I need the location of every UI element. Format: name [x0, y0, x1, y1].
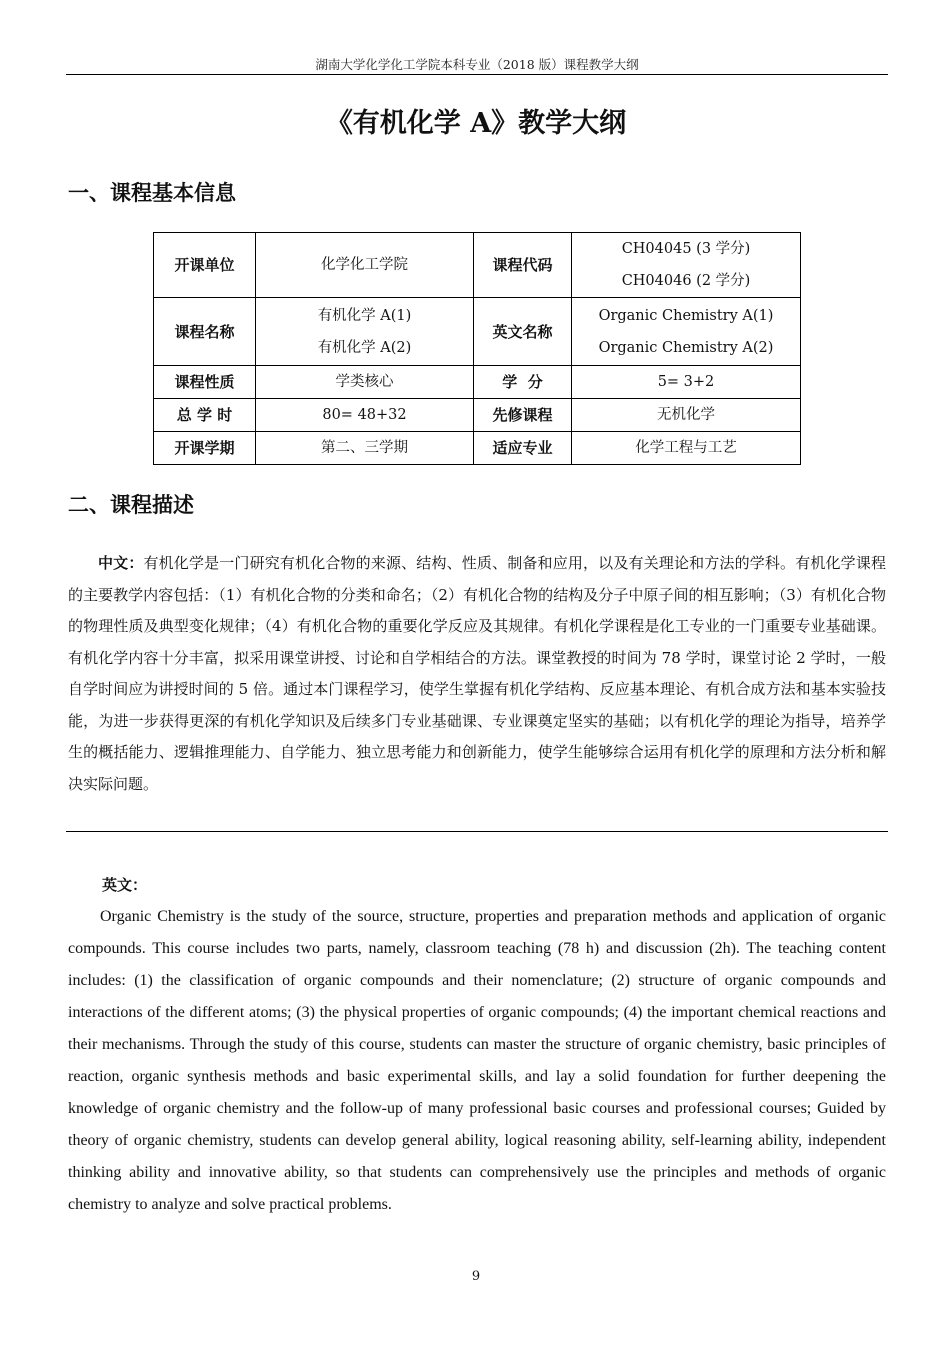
english-name-line: Organic Chemistry A(1) [598, 307, 774, 324]
table-value-cell [572, 298, 801, 366]
table-value-cell: 学类核心 [256, 366, 474, 399]
table-row [154, 432, 801, 465]
table-row [154, 298, 801, 366]
course-code-line: CH04046 (2 学分) [621, 273, 751, 289]
table-row [154, 366, 801, 399]
section-divider [66, 831, 888, 832]
table-value-cell: 5= 3+2 [572, 366, 801, 399]
table-row [154, 399, 801, 432]
english-name-line: Organic Chemistry A(2) [598, 339, 774, 356]
table-value-cell [256, 298, 474, 366]
page-number: 9 [471, 1269, 481, 1284]
course-name-line: 有机化学 A(2) [317, 339, 412, 356]
table-value-cell [572, 233, 801, 298]
table-label-cell: 开课单位 [154, 233, 256, 298]
table-value-cell: 80= 48+32 [256, 399, 474, 432]
running-header: 湖南大学化学化工学院本科专业（2018 版）课程教学大纲 [66, 55, 888, 75]
table-row [154, 233, 801, 298]
table-label-cell: 开课学期 [154, 432, 256, 465]
table-value-cell: 无机化学 [572, 399, 801, 432]
english-description: Organic Chemistry is the study of the source, structure, properties and preparation methods and application of organic compounds. This course includes two parts, namely, classroom teaching (78 h) and discussion (2h). The teaching content includes: (1) the classification of organic compounds and their nomenclature; (2) structure of organic compounds and interactions of the different atoms; (3) the physical properties of organic compounds; (4) the important chemical reactions and their mechanisms. Through the study of this course, students can master the structure of organic chemistry, basic principles of reaction, organic synthesis methods and basic experimental skills, and lay a solid foundation for further deepening the knowledge of organic chemistry and the follow-up of many professional basic courses and professional courses; Guided by theory of organic chemistry, students can develop general ability, logical reasoning ability, self-learning ability, independent thinking ability and innovative ability, so that students can comprehensively use the principles and methods of organic chemistry to analyze and solve practical problems. [68, 908, 886, 1213]
chinese-description-text: 有机化学是一门研究有机化合物的来源、结构、性质、制备和应用，以及有关理论和方法的学科。有机化学课程的主要教学内容包括：（1）有机化合物的分类和命名；（2）有机化合物的结构及分子中原子间的相互影响；（3）有机化合物的物理性质及典型变化规律；（4）有机化合物的重要化学反应及其规律。有机化学课程是化工专业的一门重要专业基础课。有机化学内容十分丰富，拟采用课堂讲授、讨论和自学相结合的方法。课堂教授的时间为 78 学时，课堂讨论 2 学时，一般自学时间应为讲授时间的 5 倍。通过本门课程学习，使学生掌握有机化学结构、反应基本理论、有机合成方法和基本实验技能，为进一步获得更深的有机化学知识及后续多门专业基础课、专业课奠定坚实的基础；以有机化学的理论为指导，培养学生的概括能力、逻辑推理能力、自学能力、独立思考能力和创新能力，使学生能够综合运用有机化学的原理和方法分析和解决实际问题。 [68, 554, 886, 793]
course-info-table [153, 232, 801, 465]
table-label-cell: 适应专业 [474, 432, 572, 465]
table-value-cell: 第二、三学期 [256, 432, 474, 465]
table-label-cell: 总 学 时 [154, 399, 256, 432]
section-heading-description: 二、课程描述 [68, 492, 194, 517]
table-value-cell: 化学化工学院 [256, 233, 474, 298]
table-label-cell: 英文名称 [474, 298, 572, 366]
chinese-label: 中文： [98, 554, 144, 572]
english-label: 英文： [102, 876, 148, 894]
table-label-cell: 课程性质 [154, 366, 256, 399]
table-label-cell: 课程代码 [474, 233, 572, 298]
course-name-line: 有机化学 A(1) [317, 307, 412, 324]
document-title: 《有机化学 A》教学大纲 [325, 108, 627, 139]
table-label-cell: 先修课程 [474, 399, 572, 432]
section-heading-basic-info: 一、课程基本信息 [68, 180, 236, 205]
chinese-description [68, 548, 886, 800]
table-label-cell: 课程名称 [154, 298, 256, 366]
course-code-line: CH04045 (3 学分) [621, 241, 751, 257]
table-value-cell: 化学工程与工艺 [572, 432, 801, 465]
table-label-cell: 学 分 [474, 366, 572, 399]
